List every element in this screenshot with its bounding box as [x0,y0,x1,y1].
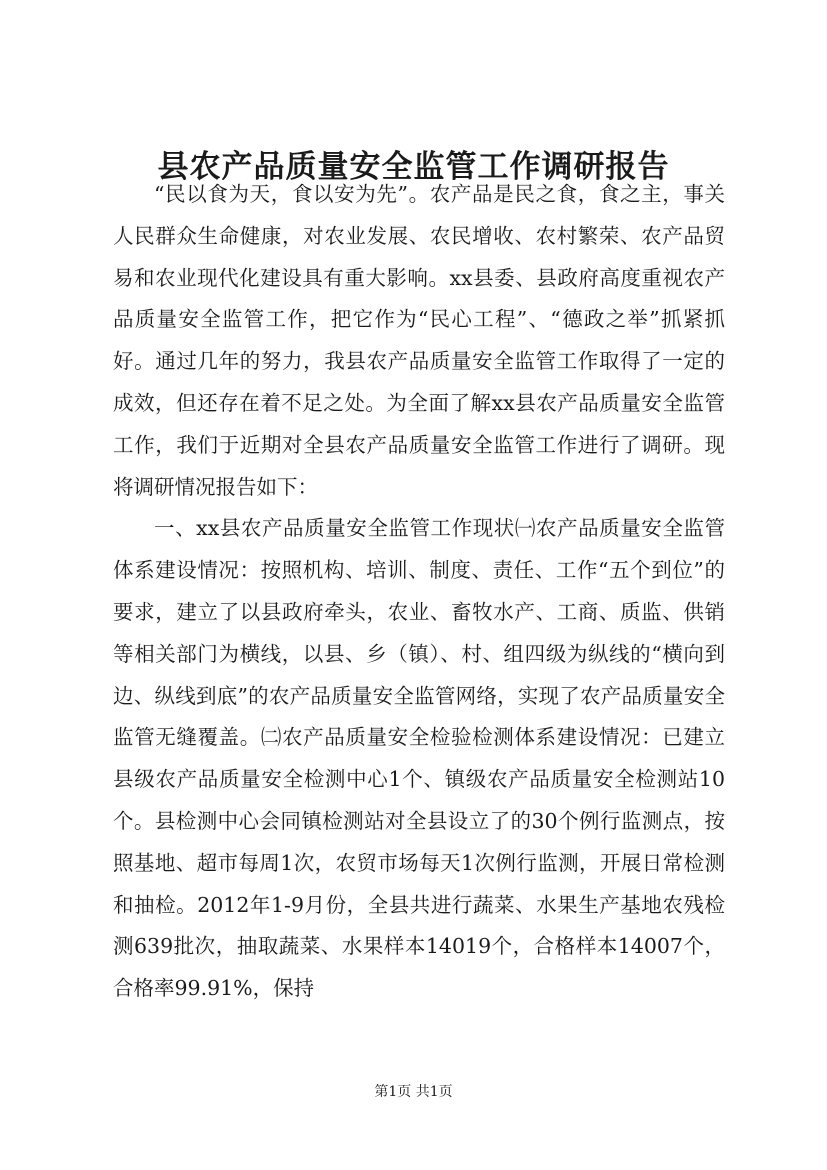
paragraph-intro: “民以食为天，食以安为先”。农产品是民之食，食之主，事关人民群众生命健康，对农业发展、农民增收、农村繁荣、农产品贸易和农业现代化建设具有重大影响。xx县委、县政府高度重视农产品质量安全监管工作，把它作为“民心工程”、“德政之举”抓紧抓好。通过几年的努力，我县农产品质量安全监管工作取得了一定的成效，但还存在着不足之处。为全面了解xx县农产品质量安全监管工作，我们于近期对全县农产品质量安全监管工作进行了调研。现将调研情况报告如下： [113,182,725,499]
page-title: 县农产品质量安全监管工作调研报告 [157,149,670,185]
page-footer: 第1页 共1页 [374,1084,453,1100]
document-body [113,174,725,1010]
paragraph-status: 一、xx县农产品质量安全监管工作现状㈠农产品质量安全监管体系建设情况：按照机构、培训、制度、责任、工作“五个到位”的要求，建立了以县政府牵头，农业、畜牧水产、工商、质监、供销等相关部门为横线，以县、乡（镇）、村、组四级为纵线的“横向到边、纵线到底”的农产品质量安全监管网络，实现了农产品质量安全监管无缝覆盖。㈡农产品质量安全检验检测体系建设情况：已建立县级农产品质量安全检测中心1个、镇级农产品质量安全检测站10个。县检测中心会同镇检测站对全县设立了的30个例行监测点，按照基地、超市每周1次，农贸市场每天1次例行监测，开展日常检测和抽检。2012年1-9月份，全县共进行蔬菜、水果生产基地农残检测639批次，抽取蔬菜、水果样本14019个，合格样本14007个，合格率99.91%，保持 [113,516,725,1001]
